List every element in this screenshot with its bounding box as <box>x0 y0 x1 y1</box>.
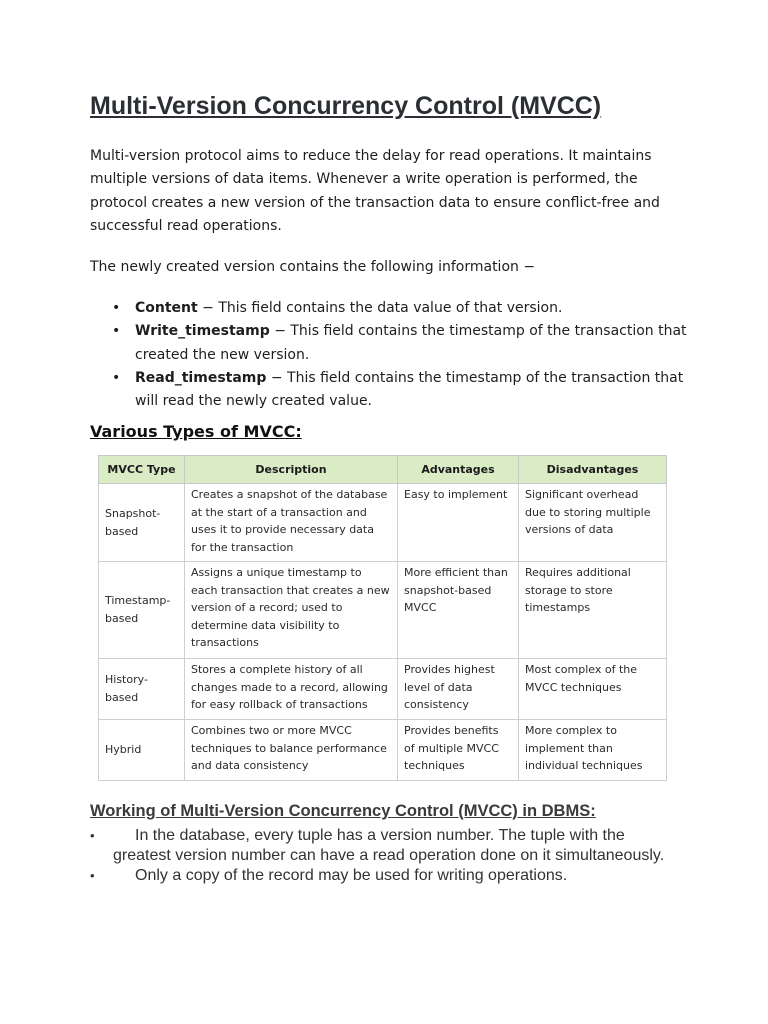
intro-paragraph: Multi-version protocol aims to reduce the delay for read operations. It maintains multiple versions of data items. Whenever a write operation is performed, the protocol creates a new version of the transaction data to ensure conflict-free and successful read operations. <box>90 148 660 234</box>
table-row <box>99 659 667 720</box>
table-row <box>99 484 667 562</box>
table-cell-type: Timestamp-based <box>99 562 185 659</box>
field-description: − This field contains the timestamp of the transaction that will read the newly created value. <box>135 369 684 410</box>
column-header: MVCC Type <box>99 456 185 484</box>
working-heading: Working of Multi-Version Concurrency Control (MVCC) in DBMS: <box>90 802 596 820</box>
field-description: − This field contains the data value of that version. <box>197 300 563 316</box>
table-cell-advantages: Provides benefits of multiple MVCC techniques <box>398 720 519 781</box>
column-header: Disadvantages <box>519 456 667 484</box>
bullet-icon: • <box>112 300 121 316</box>
version-info-list <box>90 297 690 413</box>
table-cell-type: Snapshot-based <box>99 484 185 562</box>
table-row <box>99 562 667 659</box>
list-item-text: In the database, every tuple has a version number. The tuple with the greatest version number can have a read operation done on it simultaneously. <box>113 827 665 864</box>
info-lead-paragraph: The newly created version contains the following information − <box>90 259 536 275</box>
table-cell-description: Combines two or more MVCC techniques to balance performance and data consistency <box>185 720 398 781</box>
table-cell-advantages: Easy to implement <box>398 484 519 562</box>
table-cell-advantages: Provides highest level of data consistency <box>398 659 519 720</box>
field-term: Content <box>135 300 198 316</box>
table-row <box>99 720 667 781</box>
table-header-row <box>99 456 667 484</box>
list-item <box>90 297 690 320</box>
table-cell-description: Stores a complete history of all changes made to a record, allowing for easy rollback of transactions <box>185 659 398 720</box>
bullet-icon: • <box>112 323 121 340</box>
table-cell-disadvantages: Most complex of the MVCC techniques <box>519 659 667 720</box>
bullet-icon: • <box>90 868 95 883</box>
list-item-text: Only a copy of the record may be used for writing operations. <box>135 867 568 884</box>
bullet-icon: • <box>90 828 95 843</box>
table-cell-disadvantages: Significant overhead due to storing multiple versions of data <box>519 484 667 562</box>
table-cell-description: Creates a snapshot of the database at the start of a transaction and uses it to provide necessary data for the transaction <box>185 484 398 562</box>
mvcc-types-table <box>98 455 667 781</box>
column-header: Advantages <box>398 456 519 484</box>
field-description: − This field contains the timestamp of the transaction that created the new version. <box>135 323 687 363</box>
working-list <box>90 826 680 886</box>
table-cell-disadvantages: More complex to implement than individual techniques <box>519 720 667 781</box>
field-term: Read_timestamp <box>135 369 267 386</box>
table-cell-type: History-based <box>99 659 185 720</box>
list-item <box>90 320 690 367</box>
table-cell-description: Assigns a unique timestamp to each transaction that creates a new version of a record; used to determine data visibility to transactions <box>185 562 398 659</box>
table-cell-type: Hybrid <box>99 720 185 781</box>
list-item <box>90 866 680 886</box>
field-term: Write_timestamp <box>135 323 270 340</box>
list-item <box>90 367 690 414</box>
list-item <box>90 826 680 866</box>
page-title: Multi-Version Concurrency Control (MVCC) <box>90 92 602 120</box>
types-heading: Various Types of MVCC: <box>90 422 302 441</box>
bullet-icon: • <box>112 369 121 386</box>
column-header: Description <box>185 456 398 484</box>
table-cell-disadvantages: Requires additional storage to store timestamps <box>519 562 667 659</box>
table-cell-advantages: More efficient than snapshot-based MVCC <box>398 562 519 659</box>
